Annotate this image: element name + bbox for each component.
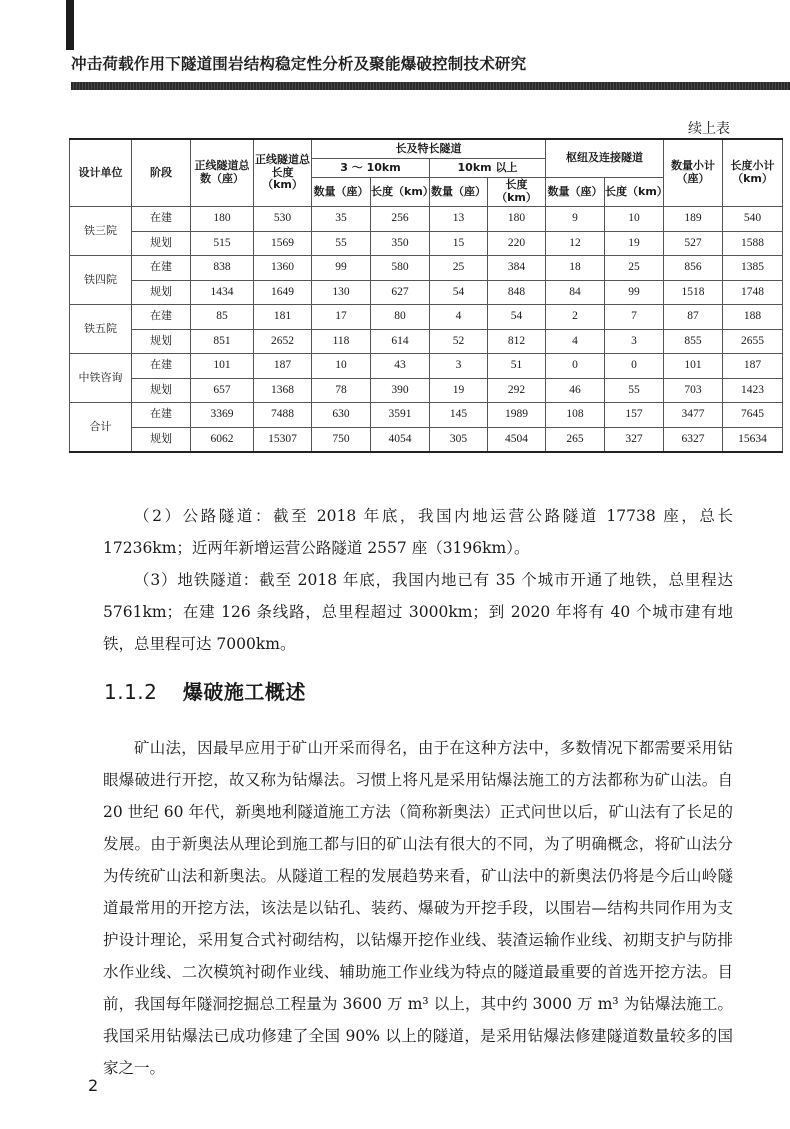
value-cell: 838 <box>191 256 254 281</box>
value-cell: 256 <box>371 207 430 232</box>
value-cell: 327 <box>605 427 664 452</box>
value-cell: 1989 <box>488 403 546 428</box>
header-rule <box>71 82 790 90</box>
value-cell: 78 <box>312 378 371 403</box>
value-cell: 3591 <box>371 403 430 428</box>
value-cell: 1385 <box>723 256 783 281</box>
value-cell: 1569 <box>254 231 312 256</box>
value-cell: 118 <box>312 329 371 354</box>
header-unit: 设计单位 <box>70 139 132 207</box>
value-cell: 4054 <box>371 427 430 452</box>
value-cell: 99 <box>605 280 664 305</box>
value-cell: 1360 <box>254 256 312 281</box>
header-bar <box>66 0 74 50</box>
design-unit-cell: 中铁咨询 <box>70 354 132 403</box>
stage-cell: 规划 <box>132 280 191 305</box>
stage-cell: 规划 <box>132 231 191 256</box>
value-cell: 6327 <box>664 427 723 452</box>
table-row <box>70 378 783 403</box>
value-cell: 3369 <box>191 403 254 428</box>
value-cell: 7645 <box>723 403 783 428</box>
value-cell: 51 <box>488 354 546 379</box>
stage-cell: 在建 <box>132 207 191 232</box>
paragraph-blasting-overview: 矿山法，因最早应用于矿山开采而得名，由于在这种方法中，多数情况下都需要采用钻眼爆破进行开挖，故又称为钻爆法。习惯上将凡是采用钻爆法施工的方法都称为矿山法。自 20 世纪 60 年代，新奥地利隧道施工方法（简称新奥法）正式问世以后，矿山法有了长足的发展。由于新奥法从理论到施工都与旧的矿山法有很大的不同，为了明确概念，将矿山法分为传统矿山法和新奥法。从隧道工程的发展趋势来看，矿山法中的新奥法仍将是今后山岭隧道最常用的开挖方法，该法是以钻孔、装药、爆破为开挖手段，以围岩—结构共同作用为支护设计理论，采用复合式衬砌结构，以钻爆开挖作业线、装渣运输作业线、初期支护与防排水作业线、二次模筑衬砌作业线、辅助施工作业线为特点的隧道最重要的首选开挖方法。目前，我国每年隧洞挖掘总工程量为 3600 万 m³ 以上，其中约 3000 万 m³ 为钻爆法施工。我国采用钻爆法已成功修建了全国 90% 以上的隧道，是采用钻爆法修建隧道数量较多的国家之一。 <box>103 739 733 1077</box>
table-row <box>70 231 783 256</box>
value-cell: 515 <box>191 231 254 256</box>
value-cell: 7 <box>605 305 664 330</box>
value-cell: 630 <box>312 403 371 428</box>
value-cell: 4 <box>546 329 605 354</box>
table-row <box>70 280 783 305</box>
value-cell: 18 <box>546 256 605 281</box>
design-unit-cell: 合计 <box>70 403 132 453</box>
value-cell: 157 <box>605 403 664 428</box>
value-cell: 848 <box>488 280 546 305</box>
paragraph-metro-tunnels: （3）地铁隧道：截至 2018 年底，我国内地已有 35 个城市开通了地铁，总里程达 5761km；在建 126 条线路，总里程超过 3000km；到 2020 年将有 40 个城市建有地铁，总里程可达 7000km。 <box>103 571 733 653</box>
value-cell: 25 <box>605 256 664 281</box>
table-row <box>70 329 783 354</box>
header-total-count: 正线隧道总数（座） <box>191 139 254 207</box>
header-range-3-10km: 3 ～ 10km <box>312 159 430 178</box>
value-cell: 101 <box>664 354 723 379</box>
running-title: 冲击荷载作用下隧道围岩结构稳定性分析及聚能爆破控制技术研究 <box>71 55 527 73</box>
value-cell: 614 <box>371 329 430 354</box>
section-title: 爆破施工概述 <box>182 680 306 704</box>
value-cell: 54 <box>488 305 546 330</box>
header-count: 数量（座） <box>546 178 605 207</box>
paragraph-highway-tunnels: （2）公路隧道：截至 2018 年底，我国内地运营公路隧道 17738 座，总长 17236km；近两年新增运营公路隧道 2557 座（3196km）。 <box>103 507 733 557</box>
value-cell: 3 <box>605 329 664 354</box>
value-cell: 188 <box>723 305 783 330</box>
value-cell: 0 <box>605 354 664 379</box>
header-length: 长度（km） <box>488 178 546 207</box>
value-cell: 15 <box>430 231 488 256</box>
value-cell: 390 <box>371 378 430 403</box>
value-cell: 627 <box>371 280 430 305</box>
value-cell: 1588 <box>723 231 783 256</box>
table-body <box>70 207 783 453</box>
design-unit-cell: 铁四院 <box>70 256 132 305</box>
value-cell: 87 <box>664 305 723 330</box>
value-cell: 6062 <box>191 427 254 452</box>
value-cell: 305 <box>430 427 488 452</box>
value-cell: 4504 <box>488 427 546 452</box>
value-cell: 2655 <box>723 329 783 354</box>
value-cell: 530 <box>254 207 312 232</box>
value-cell: 80 <box>371 305 430 330</box>
value-cell: 99 <box>312 256 371 281</box>
value-cell: 85 <box>191 305 254 330</box>
table-row <box>70 256 783 281</box>
value-cell: 580 <box>371 256 430 281</box>
header-subtotal-count: 数量小计（座） <box>664 139 723 207</box>
value-cell: 84 <box>546 280 605 305</box>
table-row <box>70 305 783 330</box>
table-row <box>70 427 783 452</box>
stage-cell: 在建 <box>132 354 191 379</box>
value-cell: 4 <box>430 305 488 330</box>
design-unit-cell: 铁三院 <box>70 207 132 256</box>
value-cell: 35 <box>312 207 371 232</box>
value-cell: 180 <box>191 207 254 232</box>
stage-cell: 在建 <box>132 256 191 281</box>
value-cell: 3 <box>430 354 488 379</box>
value-cell: 13 <box>430 207 488 232</box>
continued-label: 续上表 <box>688 121 730 137</box>
value-cell: 145 <box>430 403 488 428</box>
value-cell: 265 <box>546 427 605 452</box>
value-cell: 1368 <box>254 378 312 403</box>
value-cell: 657 <box>191 378 254 403</box>
value-cell: 540 <box>723 207 783 232</box>
value-cell: 52 <box>430 329 488 354</box>
design-unit-cell: 铁五院 <box>70 305 132 354</box>
header-total-length: 正线隧道总长度（km） <box>254 139 312 207</box>
value-cell: 130 <box>312 280 371 305</box>
value-cell: 1518 <box>664 280 723 305</box>
table-row <box>70 207 783 232</box>
value-cell: 25 <box>430 256 488 281</box>
value-cell: 101 <box>191 354 254 379</box>
value-cell: 1423 <box>723 378 783 403</box>
value-cell: 703 <box>664 378 723 403</box>
value-cell: 292 <box>488 378 546 403</box>
stage-cell: 在建 <box>132 305 191 330</box>
header-long-tunnels: 长及特长隧道 <box>312 139 546 159</box>
value-cell: 55 <box>605 378 664 403</box>
value-cell: 19 <box>430 378 488 403</box>
header-count: 数量（座） <box>430 178 488 207</box>
header-length: 长度（km） <box>605 178 664 207</box>
stage-cell: 规划 <box>132 378 191 403</box>
value-cell: 1434 <box>191 280 254 305</box>
header-subtotal-length: 长度小计（km） <box>723 139 783 207</box>
header-length: 长度（km） <box>371 178 430 207</box>
value-cell: 7488 <box>254 403 312 428</box>
value-cell: 220 <box>488 231 546 256</box>
value-cell: 851 <box>191 329 254 354</box>
value-cell: 54 <box>430 280 488 305</box>
header-count: 数量（座） <box>312 178 371 207</box>
value-cell: 189 <box>664 207 723 232</box>
value-cell: 10 <box>312 354 371 379</box>
value-cell: 17 <box>312 305 371 330</box>
value-cell: 10 <box>605 207 664 232</box>
value-cell: 2652 <box>254 329 312 354</box>
value-cell: 108 <box>546 403 605 428</box>
value-cell: 12 <box>546 231 605 256</box>
section-heading <box>104 676 306 705</box>
header-hub-tunnels: 枢纽及连接隧道 <box>546 139 664 178</box>
value-cell: 9 <box>546 207 605 232</box>
value-cell: 187 <box>723 354 783 379</box>
value-cell: 1649 <box>254 280 312 305</box>
value-cell: 181 <box>254 305 312 330</box>
header-stage: 阶段 <box>132 139 191 207</box>
value-cell: 3477 <box>664 403 723 428</box>
value-cell: 180 <box>488 207 546 232</box>
value-cell: 750 <box>312 427 371 452</box>
table-row <box>70 403 783 428</box>
value-cell: 15307 <box>254 427 312 452</box>
section-number: 1.1.2 <box>104 680 158 704</box>
tunnel-statistics-table <box>69 138 783 453</box>
value-cell: 812 <box>488 329 546 354</box>
value-cell: 43 <box>371 354 430 379</box>
value-cell: 15634 <box>723 427 783 452</box>
value-cell: 856 <box>664 256 723 281</box>
page-number: 2 <box>88 1076 99 1095</box>
value-cell: 55 <box>312 231 371 256</box>
value-cell: 855 <box>664 329 723 354</box>
value-cell: 2 <box>546 305 605 330</box>
value-cell: 350 <box>371 231 430 256</box>
value-cell: 0 <box>546 354 605 379</box>
stage-cell: 规划 <box>132 329 191 354</box>
value-cell: 19 <box>605 231 664 256</box>
value-cell: 187 <box>254 354 312 379</box>
value-cell: 46 <box>546 378 605 403</box>
value-cell: 1748 <box>723 280 783 305</box>
value-cell: 527 <box>664 231 723 256</box>
table-row <box>70 354 783 379</box>
header-range-over-10km: 10km 以上 <box>430 159 546 178</box>
stage-cell: 在建 <box>132 403 191 428</box>
stage-cell: 规划 <box>132 427 191 452</box>
value-cell: 384 <box>488 256 546 281</box>
